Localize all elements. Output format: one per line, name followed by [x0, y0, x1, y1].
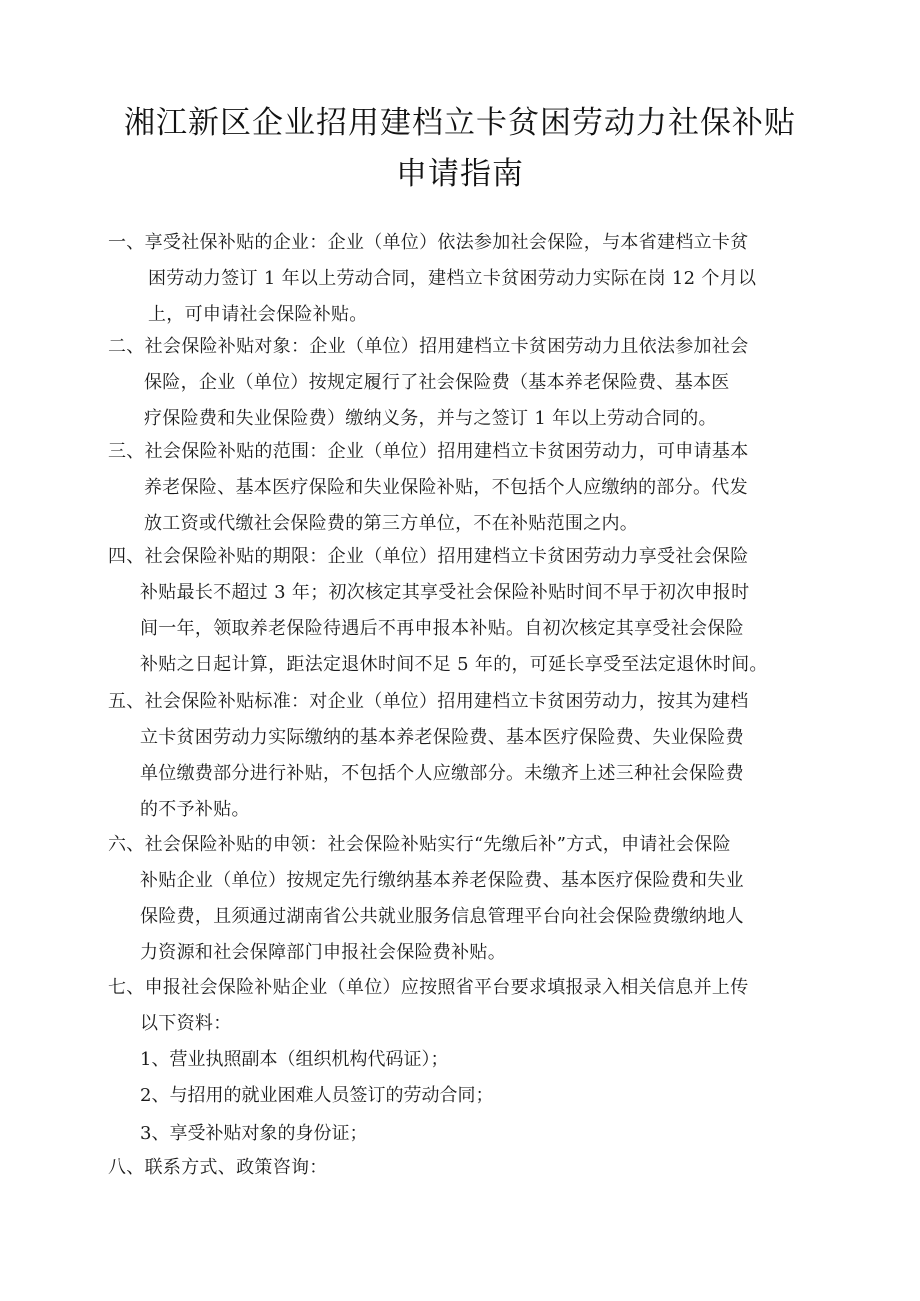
section-heading: 三、社会保险补贴的范围：企业（单位）招用建档立卡贫困劳动力，可申请基本: [108, 441, 749, 462]
section-line: 单位缴费部分进行补贴，不包括个人应缴部分。未缴齐上述三种社会保险费: [140, 763, 744, 784]
section-line: 放工资或代缴社会保险费的第三方单位，不在补贴范围之内。: [144, 513, 639, 534]
section-line: 补贴企业（单位）按规定先行缴纳基本养老保险费、基本医疗保险费和失业: [140, 870, 744, 891]
material-item: 2、与招用的就业困难人员签订的劳动合同；: [140, 1085, 494, 1106]
section-line: 补贴最长不超过 3 年；初次核定其享受社会保险补贴时间不早于初次申报时: [140, 582, 750, 603]
section-subsidy-standard: [108, 684, 808, 828]
section-line: 以下资料：: [140, 1013, 232, 1034]
section-required-materials: [108, 970, 808, 1042]
section-heading: 七、申报社会保险补贴企业（单位）应按照省平台要求填报录入相关信息并上传: [108, 977, 749, 998]
material-item: 3、享受补贴对象的身份证；: [140, 1123, 368, 1144]
section-heading: 五、社会保险补贴标准：对企业（单位）招用建档立卡贫困劳动力，按其为建档: [108, 691, 749, 712]
section-subsidy-scope: [108, 434, 808, 542]
section-heading: 四、社会保险补贴的期限：企业（单位）招用建档立卡贫困劳动力享受社会保险: [108, 546, 749, 567]
section-heading: 一、享受社保补贴的企业：企业（单位）依法参加社会保险，与本省建档立卡贫: [108, 232, 749, 253]
section-line: 力资源和社会保障部门申报社会保险费补贴。: [140, 942, 506, 963]
section-line: 上，可申请社会保险补贴。: [148, 304, 368, 325]
section-eligible-enterprise: [108, 225, 808, 333]
section-line: 困劳动力签订 1 年以上劳动合同，建档立卡贫困劳动力实际在岗 12 个月以: [148, 268, 757, 289]
section-heading: 六、社会保险补贴的申领：社会保险补贴实行“先缴后补”方式，申请社会保险: [108, 834, 731, 855]
section-line: 保险，企业（单位）按规定履行了社会保险费（基本养老保险费、基本医: [144, 372, 730, 393]
document-title-line-1: 湘江新区企业招用建档立卡贫困劳动力社保补贴: [124, 105, 796, 141]
section-subsidy-target: [108, 329, 808, 437]
section-contact: [108, 1150, 808, 1186]
section-line: 立卡贫困劳动力实际缴纳的基本养老保险费、基本医疗保险费、失业保险费: [140, 727, 744, 748]
section-line: 间一年，领取养老保险待遇后不再申报本补贴。自初次核定其享受社会保险: [140, 618, 744, 639]
section-heading: 二、社会保险补贴对象：企业（单位）招用建档立卡贫困劳动力且依法参加社会: [108, 336, 749, 357]
section-subsidy-period: [108, 539, 808, 683]
section-line: 疗保险费和失业保险费）缴纳义务，并与之签订 1 年以上劳动合同的。: [144, 408, 717, 429]
section-line: 的不予补贴。: [140, 799, 250, 820]
section-line: 补贴之日起计算，距法定退休时间不足 5 年的，可延长享受至法定退休时间。: [140, 654, 768, 675]
section-heading: 八、联系方式、政策咨询：: [108, 1157, 328, 1178]
document-title-line-2: 申请指南: [396, 156, 524, 192]
section-subsidy-application: [108, 827, 808, 971]
material-item: 1、营业执照副本（组织机构代码证）；: [140, 1049, 449, 1070]
section-line: 养老保险、基本医疗保险和失业保险补贴，不包括个人应缴纳的部分。代发: [144, 477, 748, 498]
section-line: 保险费，且须通过湖南省公共就业服务信息管理平台向社会保险费缴纳地人: [140, 906, 744, 927]
